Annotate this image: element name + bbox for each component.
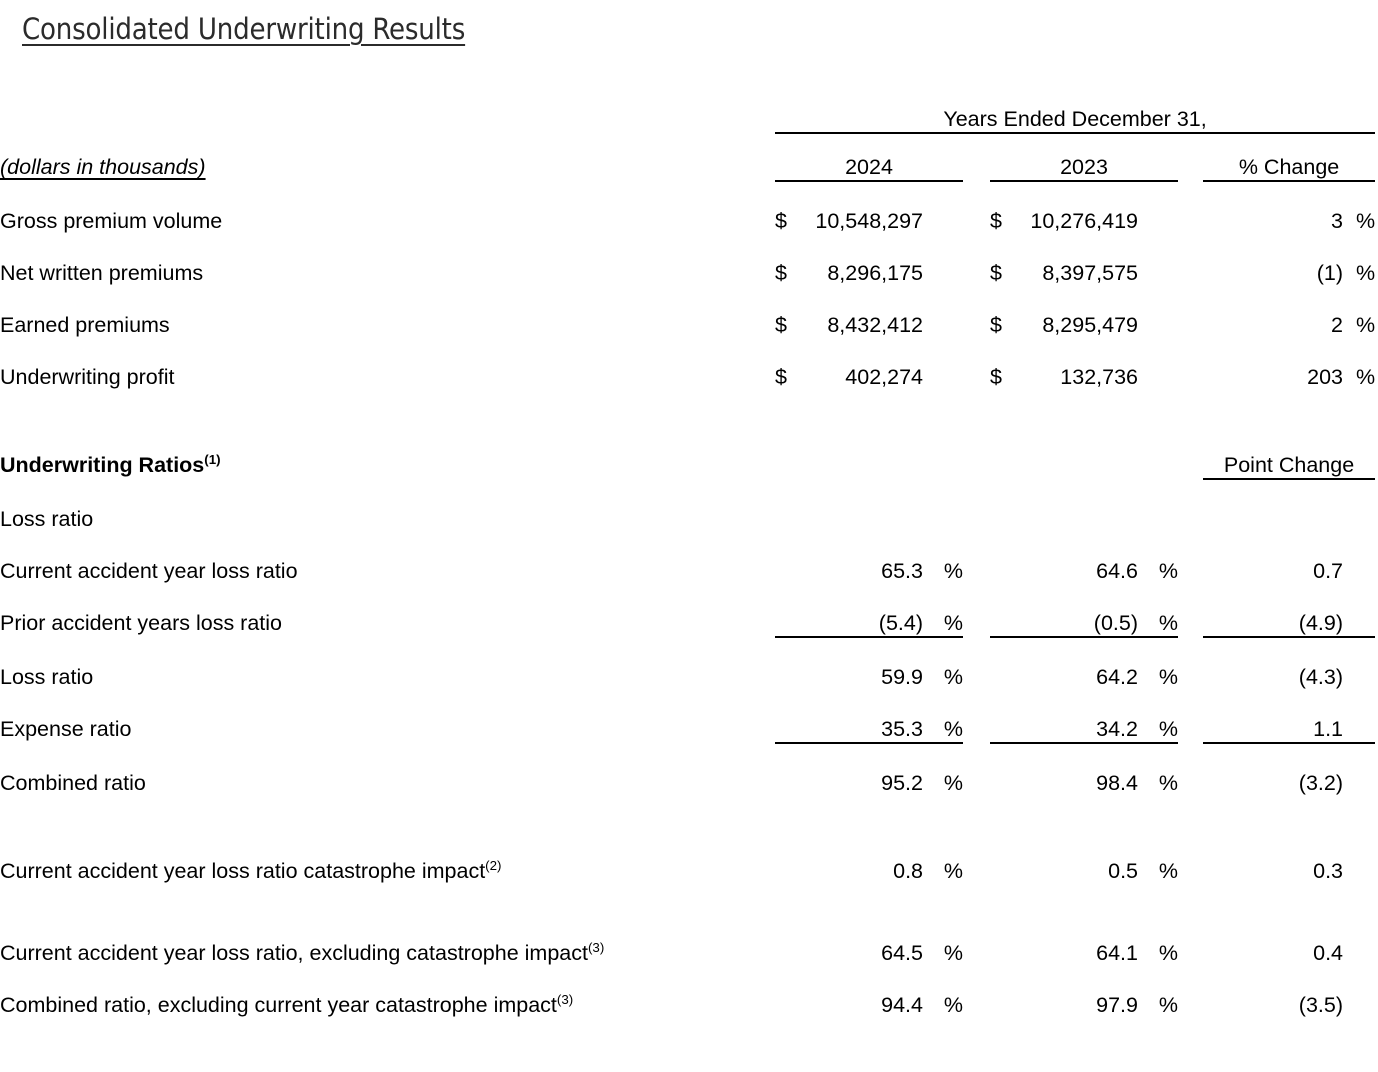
cell-2023-percent	[1138, 234, 1178, 286]
cell-2024-currency	[775, 690, 805, 742]
cell-2024-percent	[923, 286, 963, 338]
cell-change-percent: %	[1355, 365, 1376, 389]
row-gap-2	[1178, 832, 1203, 884]
cell-change-percent: %	[1355, 313, 1376, 337]
cell-2023-currency	[990, 743, 1020, 796]
cell-change-value: 0.4	[1313, 941, 1343, 965]
table-header-columns-row	[0, 133, 1378, 180]
cell-change-value: 1.1	[1313, 717, 1343, 741]
cell-2023-percent: %	[1158, 993, 1178, 1017]
cell-change-value: (3.5)	[1298, 993, 1343, 1017]
cell-2023-percent: %	[1158, 559, 1178, 583]
cell-change-value: 203	[1307, 365, 1343, 389]
cell-2024-currency: $	[775, 209, 787, 233]
cell-2024-value: 65.3	[881, 559, 923, 583]
table-row	[0, 690, 1378, 742]
cell-2023-value: 64.2	[1096, 665, 1138, 689]
row-gap-2	[1178, 743, 1203, 796]
table-row	[0, 286, 1378, 338]
cell-2024-currency	[775, 584, 805, 636]
units-label-text: (dollars in thousands)	[0, 155, 206, 179]
cell-2024-value: (5.4)	[878, 611, 923, 635]
section-spacer	[0, 390, 1378, 426]
cell-change-value: (3.2)	[1298, 771, 1343, 795]
cell-2024-value: 8,432,412	[827, 313, 923, 337]
table-row	[0, 584, 1378, 636]
row-gap-2	[1178, 338, 1203, 390]
header-gap-1	[963, 133, 990, 180]
cell-2023-value: (0.5)	[1093, 611, 1138, 635]
row-gap-2	[1178, 181, 1203, 234]
header-spacer	[0, 96, 775, 132]
page-title: Consolidated Underwriting Results	[22, 12, 466, 46]
section-spacer-row	[0, 390, 1378, 426]
row-label-prior-accident-years-loss-ratio: Prior accident years loss ratio	[0, 611, 282, 635]
cell-2023-currency	[990, 637, 1020, 690]
cell-change-percent: %	[1355, 209, 1376, 233]
cell-2024-value: 8,296,175	[827, 261, 923, 285]
row-gap-1	[963, 584, 990, 636]
cat-impact-spacer-row	[0, 796, 1378, 832]
cell-2024-value: 64.5	[881, 941, 923, 965]
cell-2024-percent: %	[943, 559, 963, 583]
row-gap-2	[1178, 426, 1203, 478]
cell-2024-currency	[775, 966, 805, 1018]
row-gap-1	[963, 426, 990, 478]
cell-change-percent	[1343, 966, 1375, 1018]
cell-2023-percent	[1138, 338, 1178, 390]
row-gap-1	[963, 690, 990, 742]
cell-2024-percent	[923, 181, 963, 234]
cell-change-value: (4.9)	[1298, 611, 1343, 635]
cell-2023-currency: $	[990, 365, 1002, 389]
cell-2023-value: 0.5	[1108, 859, 1138, 883]
underwriting-ratios-empty-2023	[990, 426, 1178, 478]
row-gap-2	[1178, 637, 1203, 690]
cell-2024-percent: %	[943, 717, 963, 741]
excl-cat-spacer-row	[0, 884, 1378, 914]
row-gap-1	[963, 234, 990, 286]
table-row	[0, 532, 1378, 584]
cell-2023-value: 34.2	[1096, 717, 1138, 741]
row-label-cay-loss-ratio-cat-impact	[0, 832, 775, 884]
row-gap-1	[963, 966, 990, 1018]
row-gap-2	[1178, 234, 1203, 286]
table-row	[0, 338, 1378, 390]
row-label-earned-premiums: Earned premiums	[0, 313, 170, 337]
excl-cat-spacer	[0, 884, 1378, 914]
cell-2024-currency	[775, 832, 805, 884]
cell-2023-percent	[1138, 286, 1178, 338]
cell-change-percent	[1343, 743, 1375, 796]
row-gap-1	[963, 832, 990, 884]
row-gap-2	[1178, 690, 1203, 742]
cell-2024-value: 94.4	[881, 993, 923, 1017]
cell-2023-value: 98.4	[1096, 771, 1138, 795]
cell-2023-value: 8,397,575	[1042, 261, 1138, 285]
row-label-text: Current accident year loss ratio, excluding catastrophe impact	[0, 941, 588, 965]
row-gap-1	[963, 914, 990, 966]
row-label-expense-ratio: Expense ratio	[0, 717, 132, 741]
cell-2023-currency	[990, 832, 1020, 884]
cell-change-percent	[1343, 914, 1375, 966]
table-row	[0, 181, 1378, 234]
cell-2024-currency	[775, 532, 805, 584]
row-gap-2	[1178, 914, 1203, 966]
loss-ratio-heading-empty	[775, 479, 1378, 532]
cell-change-value: (4.3)	[1298, 665, 1343, 689]
cell-2023-percent: %	[1158, 941, 1178, 965]
row-label-combined-ratio-excl-cat	[0, 966, 775, 1018]
row-gap-1	[963, 338, 990, 390]
row-label-gross-premium-volume: Gross premium volume	[0, 209, 223, 233]
row-label-combined-ratio: Combined ratio	[0, 771, 146, 795]
cell-2024-currency: $	[775, 261, 787, 285]
cell-2024-percent: %	[943, 611, 963, 635]
cell-2023-percent: %	[1158, 771, 1178, 795]
row-gap-1	[963, 286, 990, 338]
cell-change-percent	[1343, 637, 1375, 690]
row-gap-1	[963, 532, 990, 584]
row-label-text: Current accident year loss ratio catastrophe impact	[0, 859, 486, 883]
cell-2024-percent	[923, 338, 963, 390]
row-label-text: Combined ratio, excluding current year catastrophe impact	[0, 993, 557, 1017]
header-gap-2	[1178, 133, 1203, 180]
row-gap-1	[963, 181, 990, 234]
cell-change-value: 2	[1331, 313, 1343, 337]
cell-2024-currency	[775, 743, 805, 796]
row-label-loss-ratio-heading: Loss ratio	[0, 507, 94, 531]
cell-2023-percent: %	[1158, 859, 1178, 883]
cell-2023-currency	[990, 584, 1020, 636]
cat-impact-spacer	[0, 796, 1378, 832]
cell-2023-value: 10,276,419	[1030, 209, 1138, 233]
cell-2023-value: 132,736	[1060, 365, 1138, 389]
cell-2023-percent: %	[1158, 717, 1178, 741]
row-label-loss-ratio-total: Loss ratio	[0, 665, 94, 689]
cell-2024-value: 95.2	[881, 771, 923, 795]
section-heading-underwriting-ratios	[0, 426, 775, 478]
cell-2024-value: 0.8	[893, 859, 923, 883]
cell-2023-currency	[990, 966, 1020, 1018]
row-label-net-written-premiums: Net written premiums	[0, 261, 204, 285]
row-gap-2	[1178, 966, 1203, 1018]
cell-2024-percent: %	[943, 941, 963, 965]
table-row	[0, 234, 1378, 286]
column-header-point-change: Point Change	[1223, 453, 1355, 477]
cell-2023-value: 64.1	[1096, 941, 1138, 965]
underwriting-ratios-empty-2024	[775, 426, 963, 478]
cell-2024-value: 35.3	[881, 717, 923, 741]
cell-2024-percent: %	[943, 993, 963, 1017]
cell-2023-currency	[990, 914, 1020, 966]
table-row	[0, 479, 1378, 532]
years-ended-header: Years Ended December 31,	[943, 107, 1207, 131]
row-gap-2	[1178, 584, 1203, 636]
table-row	[0, 637, 1378, 690]
cell-2023-currency	[990, 690, 1020, 742]
cell-2024-currency	[775, 914, 805, 966]
cell-change-percent	[1343, 690, 1375, 742]
cell-2024-percent: %	[943, 771, 963, 795]
cell-change-value: 0.7	[1313, 559, 1343, 583]
row-label-footnote: (3)	[587, 939, 605, 955]
cell-2023-currency	[990, 532, 1020, 584]
cell-2024-value: 402,274	[845, 365, 923, 389]
consolidated-underwriting-results-table	[0, 96, 1378, 1018]
cell-2023-currency: $	[990, 209, 1002, 233]
cell-change-percent	[1343, 532, 1375, 584]
cell-2023-percent	[1138, 181, 1178, 234]
cell-2023-value: 8,295,479	[1042, 313, 1138, 337]
row-label-footnote: (2)	[485, 857, 502, 873]
row-label-current-accident-year-loss-ratio: Current accident year loss ratio	[0, 559, 298, 583]
units-label	[0, 133, 775, 180]
column-header-2024: 2024	[845, 155, 893, 179]
column-header-2023: 2023	[1060, 155, 1108, 179]
cell-2024-percent	[923, 234, 963, 286]
row-gap-1	[963, 637, 990, 690]
cell-2023-currency: $	[990, 313, 1002, 337]
table-row	[0, 966, 1378, 1018]
cell-2023-value: 64.6	[1096, 559, 1138, 583]
row-gap-2	[1178, 286, 1203, 338]
cell-change-percent: %	[1355, 261, 1376, 285]
underwriting-ratios-header-row	[0, 426, 1378, 478]
cell-2024-currency: $	[775, 365, 787, 389]
cell-2023-percent: %	[1158, 611, 1178, 635]
cell-change-value: (1)	[1316, 261, 1343, 285]
table-row	[0, 832, 1378, 884]
cell-2024-currency	[775, 637, 805, 690]
row-label-cay-loss-ratio-excl-cat	[0, 914, 775, 966]
cell-2024-percent: %	[943, 665, 963, 689]
row-gap-1	[963, 743, 990, 796]
cell-2023-currency: $	[990, 261, 1002, 285]
table-header-span-row	[0, 96, 1378, 132]
section-heading-footnote: (1)	[204, 451, 221, 467]
cell-change-percent	[1343, 584, 1375, 636]
cell-2023-value: 97.9	[1096, 993, 1138, 1017]
row-label-footnote: (3)	[556, 991, 574, 1007]
table-row	[0, 914, 1378, 966]
cell-change-value: 3	[1331, 209, 1343, 233]
column-header-pct-change: % Change	[1238, 155, 1340, 179]
cell-change-value: 0.3	[1313, 859, 1343, 883]
cell-2024-value: 59.9	[881, 665, 923, 689]
row-label-underwriting-profit: Underwriting profit	[0, 365, 175, 389]
table-row	[0, 743, 1378, 796]
cell-change-percent	[1343, 832, 1375, 884]
cell-2024-currency: $	[775, 313, 787, 337]
cell-2023-percent: %	[1158, 665, 1178, 689]
cell-2024-percent: %	[943, 859, 963, 883]
section-heading-text: Underwriting Ratios	[0, 453, 205, 477]
row-gap-2	[1178, 532, 1203, 584]
cell-2024-value: 10,548,297	[815, 209, 923, 233]
